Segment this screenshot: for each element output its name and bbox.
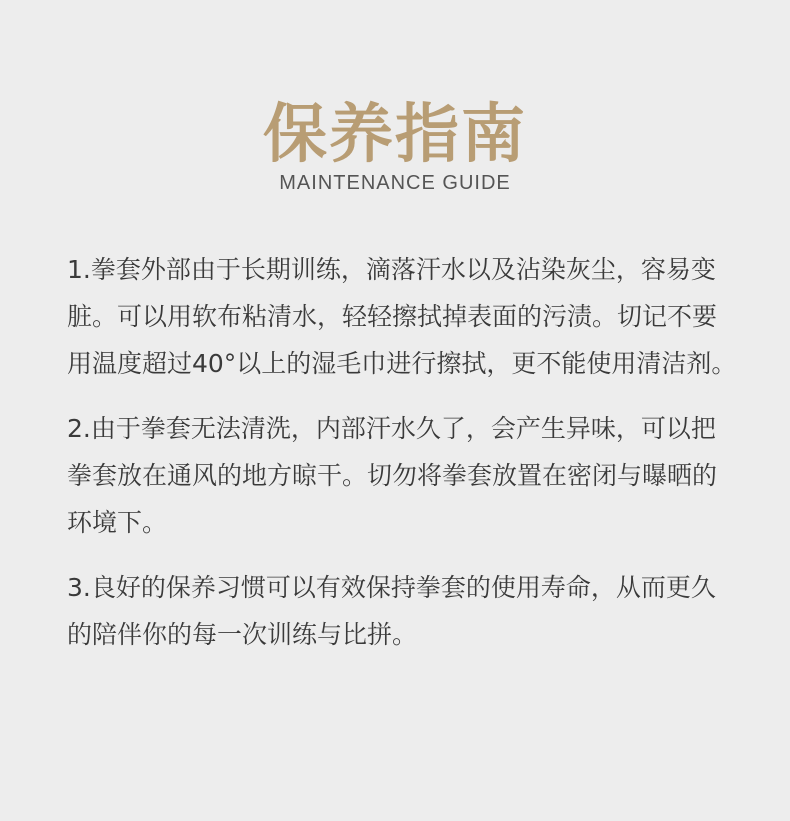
page-title: 保养指南 bbox=[263, 98, 527, 172]
guide-paragraph-3: 3.良好的保养习惯可以有效保持拳套的使用寿命，从而更久的陪伴你的每一次训练与比拼。 bbox=[67, 573, 716, 649]
title-block bbox=[0, 96, 790, 174]
page-subtitle: MAINTENANCE GUIDE bbox=[279, 172, 511, 194]
guide-paragraph-2: 2.由于拳套无法清洗，内部汗水久了，会产生异味，可以把拳套放在通风的地方晾干。切勿将拳套放置在密闭与曝晒的环境下。 bbox=[67, 414, 718, 537]
guide-paragraph-1: 1.拳套外部由于长期训练，滴落汗水以及沾染灰尘，容易变脏。可以用软布粘清水，轻轻擦拭掉表面的污渍。切记不要用温度超过40°以上的湿毛巾进行擦拭，更不能使用清洁剂。 bbox=[67, 255, 737, 378]
guide-content bbox=[67, 246, 737, 676]
